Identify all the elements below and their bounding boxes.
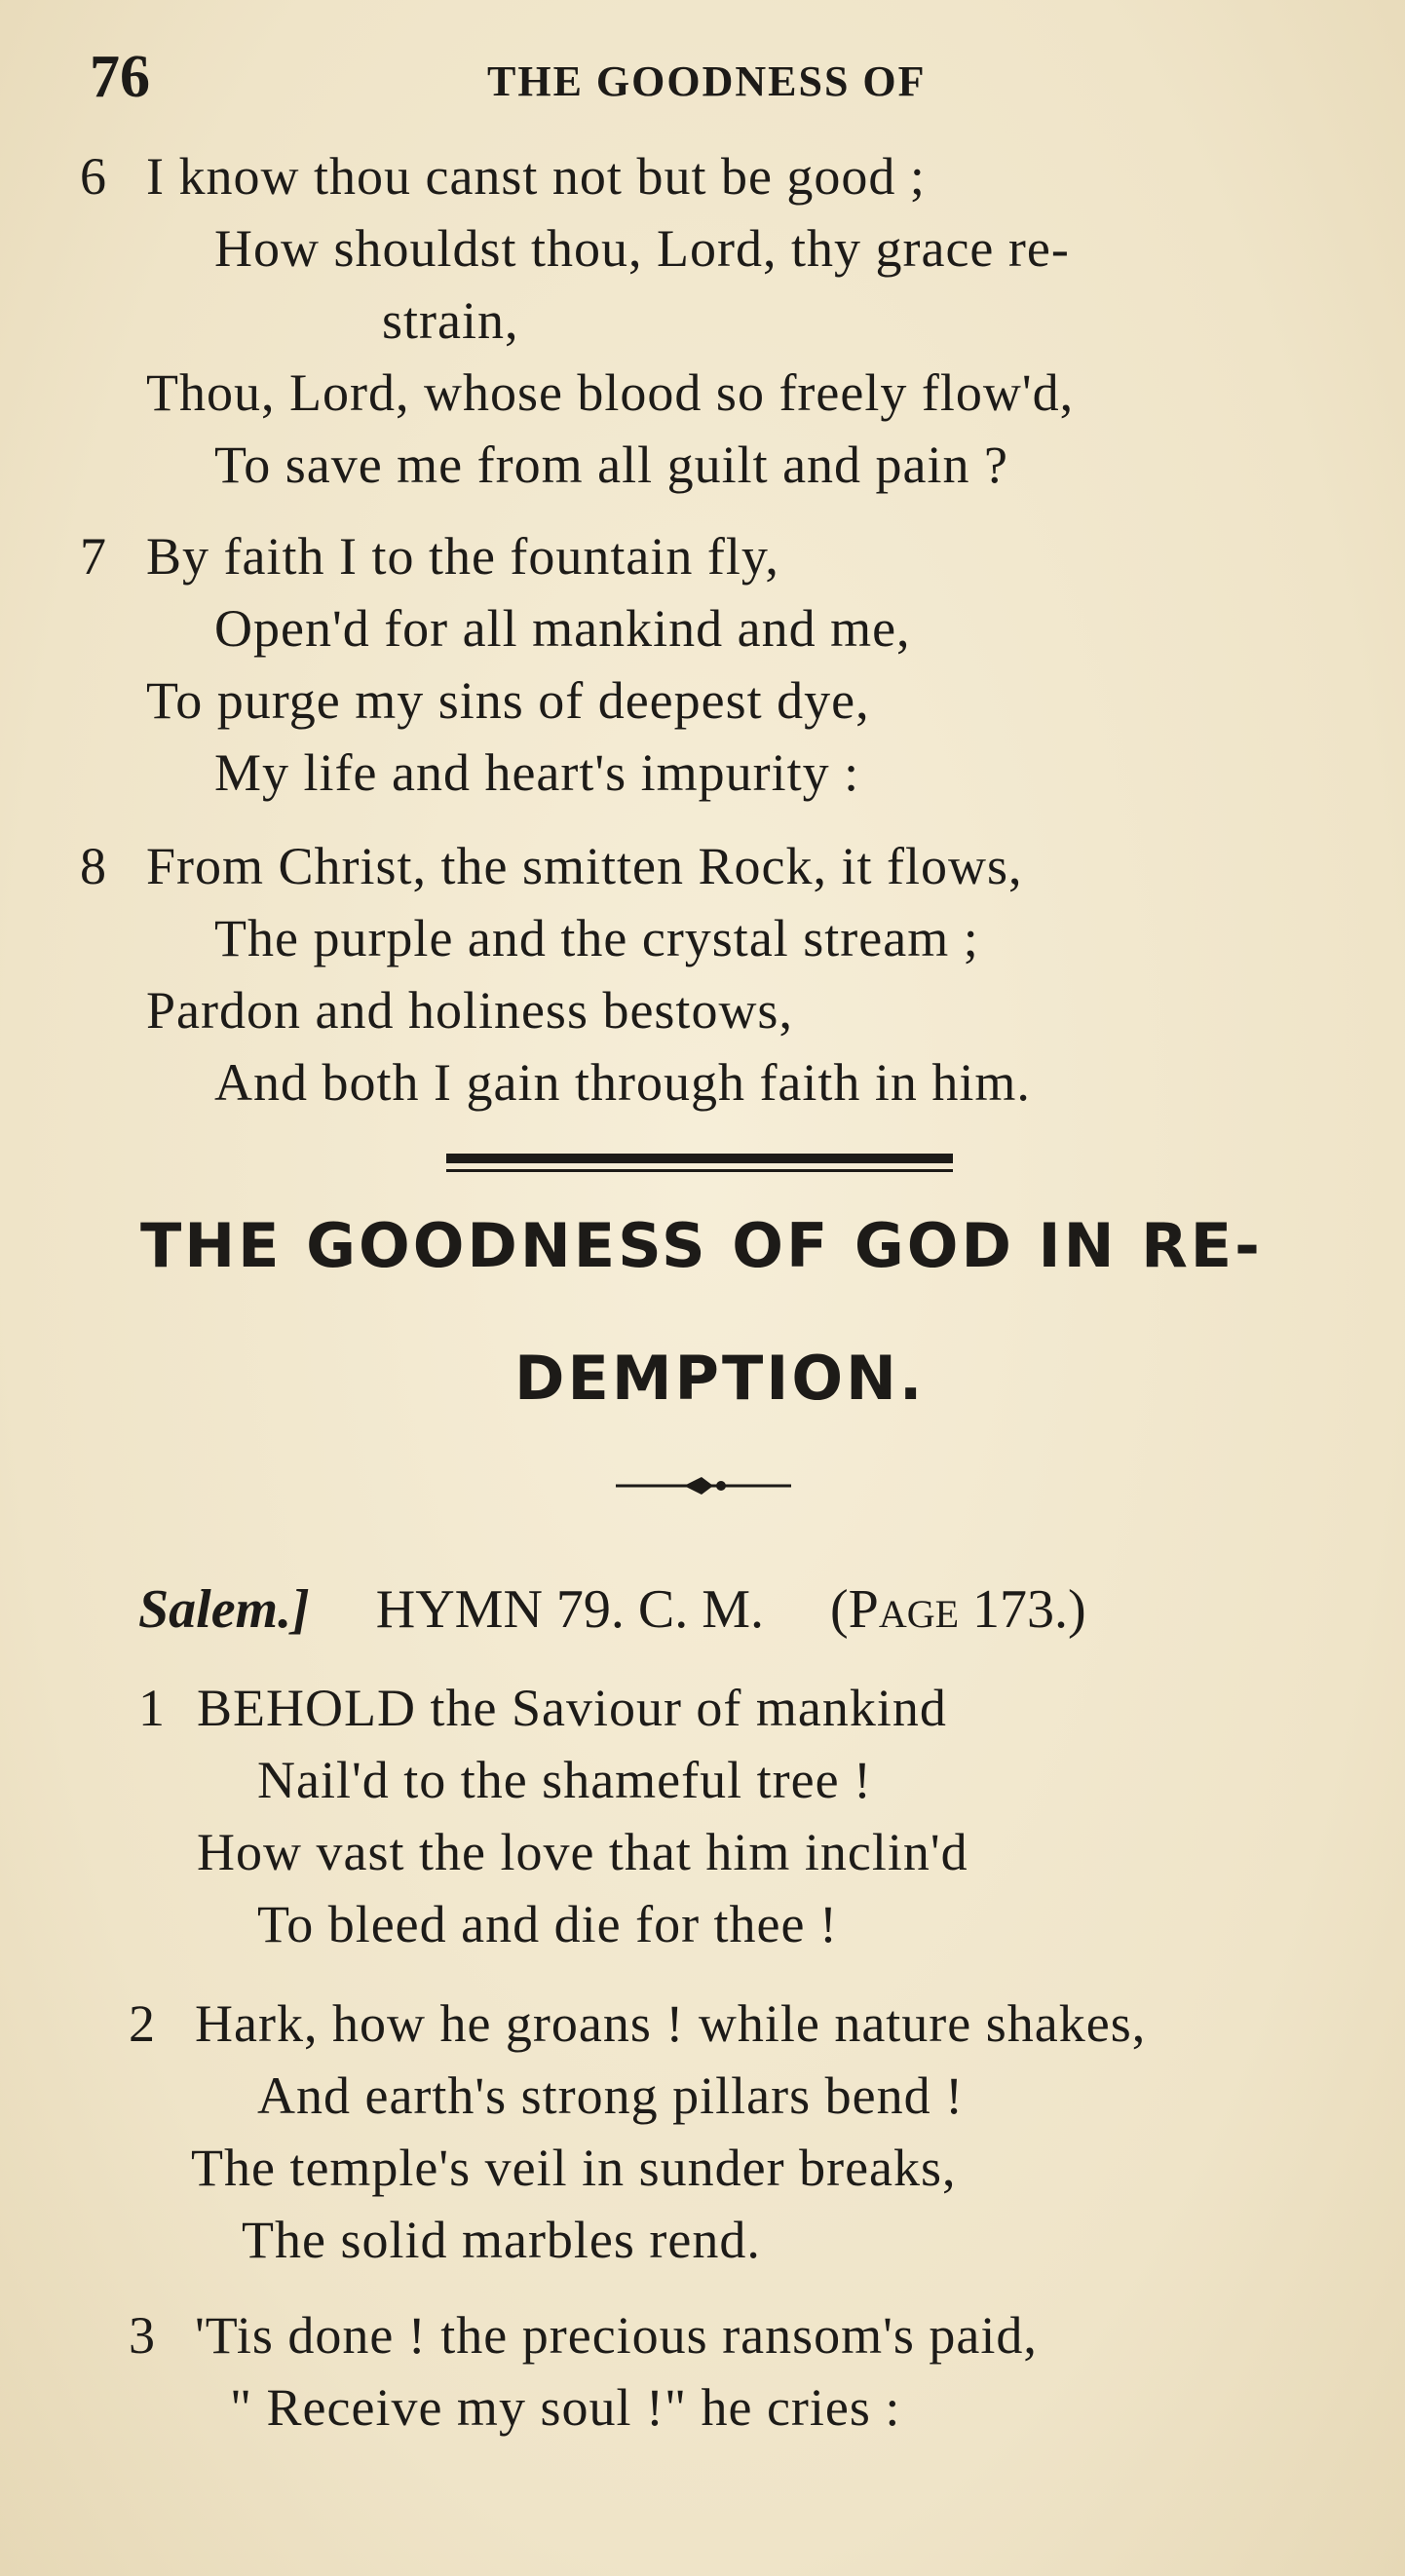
- hymn-line: From Christ, the smitten Rock, it flows,: [146, 837, 1023, 895]
- section-rule-thick: [446, 1154, 953, 1163]
- hymn-line: Nail'd to the shameful tree !: [257, 1751, 873, 1809]
- page-reference: (PAGE 173.): [830, 1579, 1086, 1640]
- stanza-number: 3: [129, 2306, 155, 2365]
- hymn-line: My life and heart's impurity :: [214, 743, 860, 802]
- hymn-line: Hark, how he groans ! while nature shakes,: [195, 1994, 1147, 2053]
- stanza-number: 8: [80, 837, 106, 895]
- hymn-line: I know thou canst not but be good ;: [146, 147, 926, 206]
- hymn-line: And earth's strong pillars bend !: [257, 2066, 965, 2125]
- hymn-line: The purple and the crystal stream ;: [214, 909, 979, 967]
- hymn-line: The solid marbles rend.: [242, 2211, 761, 2269]
- hymn-line: How vast the love that him inclin'd: [197, 1823, 968, 1881]
- hymn-line: To bleed and die for thee !: [257, 1895, 838, 1953]
- tune-name: Salem.]: [138, 1579, 310, 1640]
- hymn-line: BEHOLD the Saviour of mankind: [197, 1679, 947, 1737]
- stanza-number: 7: [80, 527, 106, 586]
- hymn-line: Open'd for all mankind and me,: [214, 599, 911, 658]
- hymn-line: strain,: [382, 291, 519, 350]
- hymn-line: To purge my sins of deepest dye,: [146, 671, 870, 730]
- running-title: THE GOODNESS OF: [487, 57, 927, 105]
- hymn-line: 'Tis done ! the precious ransom's paid,: [195, 2306, 1038, 2365]
- hymn-line: And both I gain through faith in him.: [214, 1053, 1031, 1112]
- page-number: 76: [90, 44, 150, 110]
- stanza-number: 2: [129, 1994, 155, 2053]
- stanza-number: 1: [138, 1679, 165, 1737]
- section-rule-thin: [446, 1169, 953, 1172]
- hymn-line: " Receive my soul !" he cries :: [230, 2378, 901, 2437]
- hymn-line: Thou, Lord, whose blood so freely flow'd,: [146, 363, 1075, 422]
- section-title-line1: THE GOODNESS OF GOD IN RE-: [140, 1210, 1263, 1281]
- hymn-title: HYMN 79. C. M.: [375, 1579, 765, 1640]
- hymn-heading: [138, 1578, 1086, 1641]
- ornament-divider: [616, 1471, 791, 1500]
- hymn-line: By faith I to the fountain fly,: [146, 527, 779, 586]
- section-title-line2: DEMPTION.: [514, 1343, 926, 1414]
- hymn-line: Pardon and holiness bestows,: [146, 981, 793, 1040]
- page-header: [90, 29, 1356, 117]
- hymn-line: How shouldst thou, Lord, thy grace re-: [214, 219, 1070, 278]
- hymn-line: To save me from all guilt and pain ?: [214, 436, 1008, 494]
- hymn-line: The temple's veil in sunder breaks,: [191, 2139, 957, 2197]
- stanza-number: 6: [80, 147, 106, 206]
